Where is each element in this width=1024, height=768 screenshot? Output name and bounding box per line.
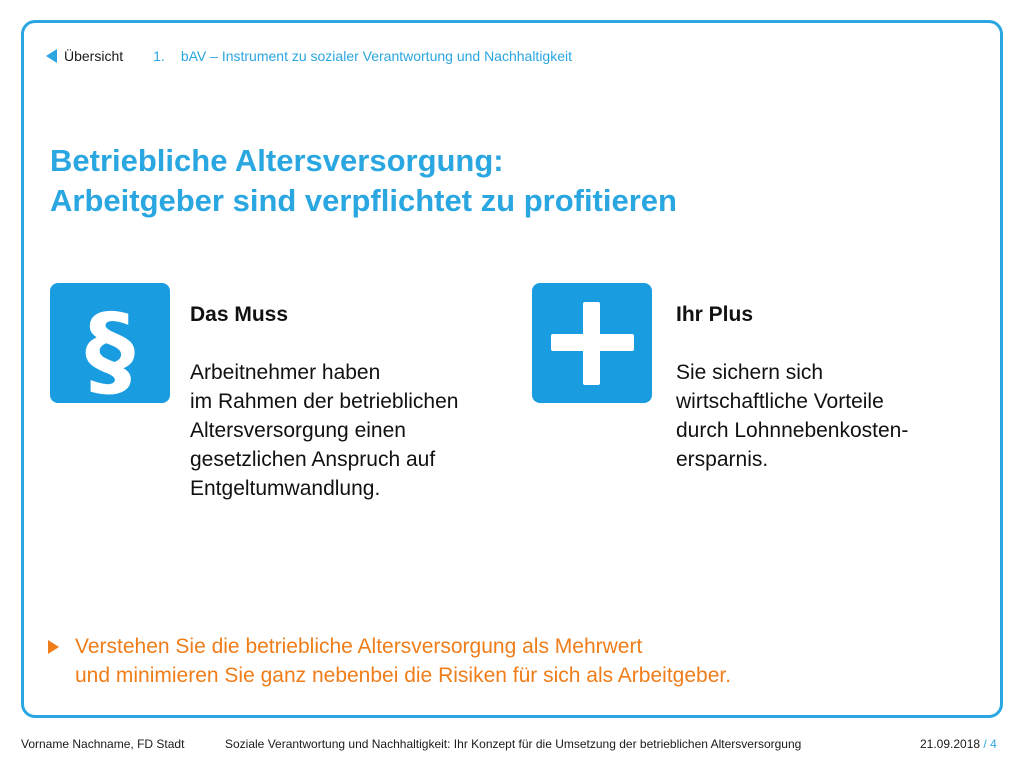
footer-page-number: 4	[990, 737, 997, 751]
must-line: Altersversorgung einen	[190, 419, 406, 442]
breadcrumb-current[interactable]	[153, 48, 572, 64]
must-line: gesetzlichen Anspruch auf	[190, 448, 436, 471]
page-title-line-1: Betriebliche Altersversorgung:	[50, 143, 504, 178]
page-title-line-2: Arbeitgeber sind verpflichtet zu profitieren	[50, 183, 677, 218]
must-heading: Das Muss	[190, 303, 289, 326]
callout	[48, 632, 731, 690]
plus-line: wirtschaftliche Vorteile	[676, 390, 884, 413]
plus-line: durch Lohnnebenkosten-	[676, 419, 909, 442]
callout-line-1: Verstehen Sie die betriebliche Altersversorgung als Mehrwert	[75, 635, 643, 658]
plus-icon	[532, 283, 652, 403]
footer-date: 21.09.2018	[920, 737, 981, 751]
callout-line-2: und minimieren Sie ganz nebenbei die Risiken für sich als Arbeitgeber.	[75, 664, 732, 687]
callout-arrow-icon	[48, 640, 59, 654]
must-line: Arbeitnehmer haben	[190, 361, 381, 384]
back-arrow-icon[interactable]	[46, 49, 57, 63]
footer-separator: /	[983, 737, 987, 751]
footer-date-page	[920, 737, 997, 751]
plus-block	[676, 300, 976, 474]
overview-link[interactable]: Übersicht	[64, 48, 124, 64]
plus-line: Sie sichern sich	[676, 361, 824, 384]
breadcrumb-number: 1.	[153, 48, 165, 64]
paragraph-icon	[50, 283, 170, 403]
must-line: Entgeltumwandlung.	[190, 477, 381, 500]
breadcrumb	[46, 47, 572, 65]
page-title	[50, 141, 677, 221]
breadcrumb-title: bAV – Instrument zu sozialer Verantwortung und Nachhaltigkeit	[180, 48, 573, 64]
plus-line: ersparnis.	[676, 448, 769, 471]
paragraph-glyph: §	[85, 292, 135, 403]
must-line: im Rahmen der betrieblichen	[190, 390, 459, 413]
must-block	[190, 300, 520, 503]
footer-author: Vorname Nachname, FD Stadt	[21, 737, 185, 751]
plus-heading: Ihr Plus	[676, 303, 754, 326]
footer-subject: Soziale Verantwortung und Nachhaltigkeit: Ihr Konzept für die Umsetzung der betrieblichen Altersversorgung	[225, 737, 802, 751]
